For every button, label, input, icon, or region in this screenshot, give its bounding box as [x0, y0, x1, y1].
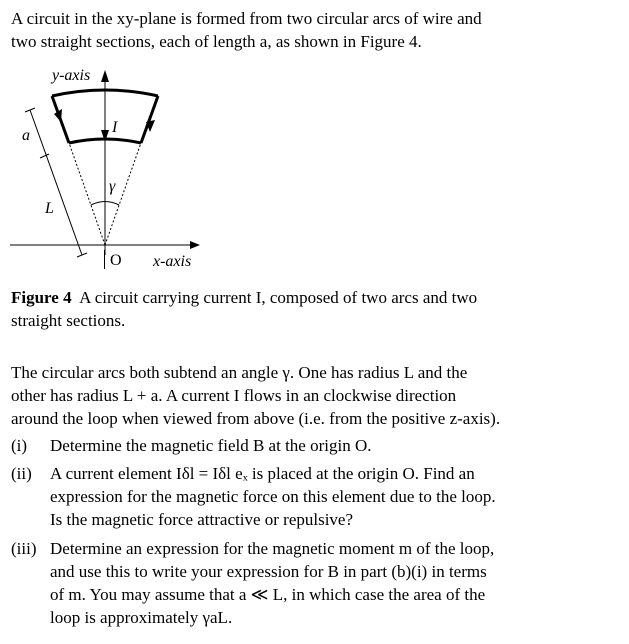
- length-L-line: [30, 110, 82, 255]
- question-line: expression for the magnetic force on this element due to the loop.: [50, 487, 496, 506]
- caption-label: Figure 4: [11, 288, 72, 307]
- caption-line-2: straight sections.: [11, 311, 126, 330]
- dotted-radial-left: [68, 140, 105, 245]
- origin-box: [104, 250, 105, 269]
- body-paragraph: [11, 361, 500, 430]
- question-line: Determine the magnetic field B at the origin O.: [50, 436, 372, 455]
- body-line-1: The circular arcs both subtend an angle γ. One has radius L and the: [11, 363, 468, 382]
- angle-label: γ: [109, 178, 116, 195]
- question-text: [50, 537, 494, 629]
- current-label: I: [112, 119, 118, 136]
- length-L-tick-mid: [40, 154, 49, 158]
- intro-line-2: two straight sections, each of length a, as shown in Figure 4.: [11, 32, 422, 51]
- caption-line-1: [11, 286, 477, 309]
- caption-line-1-text: A circuit carrying current I, composed of two arcs and two: [71, 288, 478, 307]
- body-line-2: other has radius L + a. A current I flows in an clockwise direction: [11, 386, 457, 405]
- question-line: of m. You may assume that a ≪ L, in which case the area of the: [50, 585, 486, 604]
- intro-paragraph: [11, 7, 482, 53]
- right-straight-section: [141, 96, 158, 143]
- origin-label: O: [110, 252, 122, 269]
- intro-line-1: A circuit in the xy-plane is formed from two circular arcs of wire and: [11, 9, 482, 28]
- question-line: and use this to write your expression for B in part (b)(i) in terms: [50, 562, 487, 581]
- x-axis-arrow-icon: [190, 241, 200, 249]
- figure-caption: [11, 286, 477, 332]
- body-line-3: around the loop when viewed from above (i.e. from the positive z-axis).: [11, 409, 501, 428]
- circuit-figure: [0, 60, 230, 275]
- question-text: [50, 462, 496, 531]
- length-a-label: a: [22, 127, 30, 144]
- question-number: (iii): [11, 539, 37, 558]
- length-L-label: L: [45, 200, 54, 217]
- y-axis-arrow-icon: [101, 70, 109, 82]
- question-number: (ii): [11, 464, 32, 483]
- question-line: loop is approximately γaL.: [50, 608, 233, 627]
- question-number: (i): [11, 436, 28, 455]
- question-line: Determine an expression for the magnetic moment m of the loop,: [50, 539, 495, 558]
- question-line: A current element Iδl = Iδl eₓ is placed at the origin O. Find an: [50, 464, 475, 483]
- x-axis-label: x-axis: [153, 253, 192, 270]
- question-text: [50, 434, 371, 457]
- question-line: Is the magnetic force attractive or repulsive?: [50, 510, 354, 529]
- y-axis-label: y-axis: [52, 67, 91, 84]
